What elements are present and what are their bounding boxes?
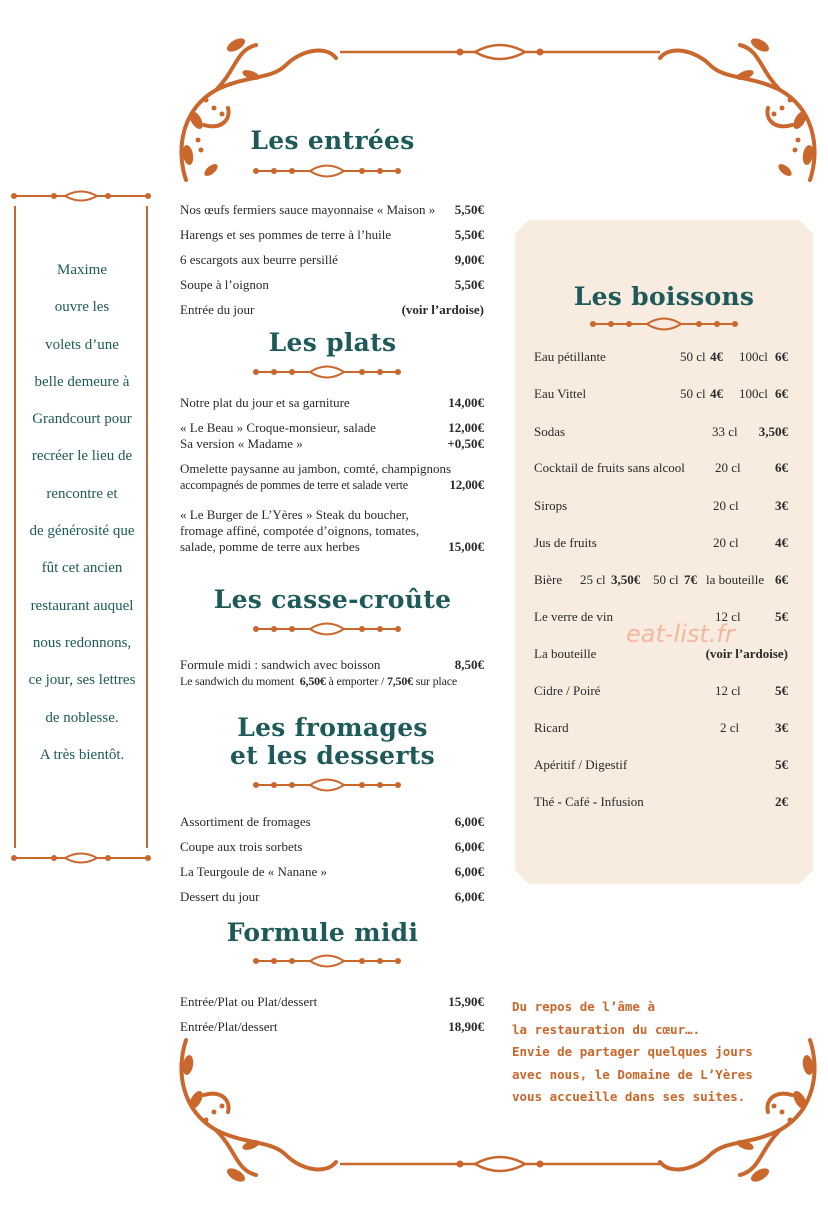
fromages-list	[180, 805, 484, 905]
drink-price: 3,50€	[758, 424, 788, 439]
item-name: accompagnés de pommes de terre et salade verte	[180, 478, 409, 492]
item-price: 14,00€	[448, 395, 484, 410]
drink-volume: 25 cl	[580, 572, 606, 587]
drink-name: Cocktail de fruits sans alcool	[534, 460, 685, 475]
drink-price: 3,50€	[611, 572, 641, 587]
drink-item	[534, 424, 788, 440]
story-line: restaurant auquel	[30, 597, 134, 614]
story-line: recréer le lieu de	[31, 448, 133, 465]
menu-item	[180, 507, 484, 523]
item-price: 5,50€	[454, 227, 484, 242]
footer-line: avec nous, le Domaine de L’Yères	[512, 1066, 753, 1082]
story-line: ce jour, ses lettres	[28, 672, 136, 689]
drink-volume: 20 cl	[713, 498, 739, 513]
menu-item-detail	[180, 477, 484, 493]
fromages-title-line: et les desserts	[229, 741, 436, 770]
drink-volume: 12 cl	[715, 683, 741, 698]
drink-price: 5€	[775, 683, 788, 698]
drink-name-part: Infusion	[600, 794, 644, 809]
drink-name: Cidre / Poiré	[534, 683, 601, 698]
drink-name-part: Café	[565, 794, 590, 809]
drink-volume: 50 cl	[680, 386, 706, 401]
item-name: Harengs et ses pommes de terre à l’huile	[180, 227, 392, 242]
plats-list	[180, 395, 484, 555]
footer-message	[512, 996, 782, 1109]
drink-name-part: Thé	[534, 794, 555, 809]
drink-price: 2€	[775, 794, 788, 809]
drink-price: 7€	[684, 572, 697, 587]
story-text	[16, 252, 148, 774]
drink-price: 3€	[775, 498, 788, 513]
item-name: « Le Beau » Croque-monsieur, salade	[180, 420, 376, 435]
drink-item	[534, 794, 788, 810]
story-line: fût cet ancien	[41, 560, 123, 577]
entrees-title: Les entrées	[250, 126, 415, 155]
item-name: Nos œufs fermiers sauce mayonnaise « Maison »	[180, 202, 436, 217]
drink-name: Le verre de vin	[534, 609, 614, 624]
item-name: Coupe aux trois sorbets	[180, 839, 303, 854]
drink-name: La bouteille	[534, 646, 597, 661]
drink-volume: 20 cl	[713, 535, 739, 550]
menu-item	[180, 651, 484, 673]
story-line: A très bientôt.	[39, 746, 125, 763]
menu-item	[180, 830, 484, 855]
item-price: 8,50€	[454, 657, 484, 672]
menu-item	[180, 243, 484, 268]
bottom-center-flourish	[340, 1150, 660, 1178]
drink-volume: 20 cl	[715, 460, 741, 475]
drink-name	[534, 794, 644, 810]
item-price: 18,90€	[448, 1019, 484, 1034]
menu-item	[180, 218, 484, 243]
item-price: 6,00€	[454, 864, 484, 879]
item-price: 7,50€	[386, 674, 413, 688]
item-price: 15,90€	[448, 994, 484, 1009]
entrees-list	[180, 193, 484, 318]
menu-item	[180, 420, 484, 436]
item-price: 6,00€	[454, 889, 484, 904]
corner-ornament-bottom-left	[176, 1025, 351, 1190]
menu-item	[180, 268, 484, 293]
drink-item	[534, 498, 788, 514]
drink-volume: 50 cl	[680, 349, 706, 364]
menu-item-detail	[180, 523, 484, 539]
story-line: belle demeure à	[34, 373, 130, 390]
story-line: nous redonnons,	[32, 634, 132, 651]
story-line: volets d’une	[45, 336, 119, 353]
drink-price: (voir l’ardoise)	[705, 646, 788, 661]
drink-item	[534, 572, 788, 588]
drink-price: 5€	[775, 609, 788, 624]
item-price: 6,00€	[454, 839, 484, 854]
footer-line: Envie de partager quelques jours	[512, 1044, 753, 1059]
drink-separator: -	[592, 794, 598, 809]
story-panel-top-flourish	[10, 186, 152, 206]
story-line: rencontre et	[46, 485, 118, 502]
corner-ornament-top-right	[650, 30, 820, 195]
takeaway-label: à emporter /	[328, 674, 385, 688]
casse-croute-title: Les casse-croûte	[213, 585, 452, 614]
drink-item	[534, 535, 788, 551]
menu-item	[180, 293, 484, 318]
drink-item	[534, 460, 788, 476]
item-name: Le sandwich du moment	[180, 674, 295, 688]
item-name: Assortiment de fromages	[180, 814, 311, 829]
drink-volume: 100cl	[739, 386, 768, 401]
entrees-divider	[252, 160, 402, 187]
drink-name: Sirops	[534, 498, 568, 513]
drink-price: 4€	[775, 535, 788, 550]
fromages-title-line: Les fromages	[237, 713, 428, 742]
drink-price: 6€	[775, 349, 788, 364]
menu-item-variant	[180, 436, 484, 452]
fromages-divider	[252, 774, 402, 801]
drink-price: 6€	[775, 386, 788, 401]
boissons-title: Les boissons	[573, 282, 755, 311]
menu-item	[180, 673, 484, 689]
drink-volume: 33 cl	[712, 424, 738, 439]
drink-item	[534, 720, 788, 736]
item-name: Entrée/Plat/dessert	[180, 1019, 278, 1034]
drink-item	[534, 757, 788, 773]
formule-midi-title: Formule midi	[226, 918, 419, 947]
on-site-label: sur place	[415, 674, 457, 688]
drink-item	[534, 349, 788, 365]
story-line: de générosité que	[29, 523, 135, 540]
drink-name: Eau Vittel	[534, 386, 587, 401]
menu-item	[180, 1010, 484, 1035]
drink-price: 6€	[775, 460, 788, 475]
menu-item	[180, 805, 484, 830]
footer-line: la restauration du cœur….	[512, 1021, 701, 1037]
item-name: Dessert du jour	[180, 889, 260, 904]
story-line: ouvre les	[54, 299, 110, 316]
footer-line: vous accueille dans ses suites.	[512, 1089, 746, 1104]
item-price: 12,00€	[448, 420, 484, 435]
drink-volume: 100cl	[739, 349, 768, 364]
story-panel-bottom-flourish	[10, 848, 152, 868]
menu-item	[180, 395, 484, 411]
formule-midi-list	[180, 985, 484, 1035]
item-name: fromage affiné, compotée d’oignons, tomates,	[180, 523, 420, 538]
item-name: « Le Burger de L’Yères » Steak du boucher,	[180, 507, 409, 522]
fromages-title	[180, 714, 485, 770]
drink-name: Bière	[534, 572, 563, 587]
item-name: Entrée/Plat ou Plat/dessert	[180, 994, 318, 1009]
drink-item	[534, 646, 788, 662]
drink-name: Apéritif / Digestif	[534, 757, 628, 772]
casse-croute-list	[180, 651, 484, 689]
drink-item	[534, 683, 788, 699]
item-name: 6 escargots aux beurre persillé	[180, 252, 338, 267]
item-price: (voir l’ardoise)	[401, 302, 484, 317]
formule-midi-divider	[252, 950, 402, 977]
drink-price: 4€	[710, 349, 723, 364]
story-line: Maxime	[57, 262, 107, 278]
drink-name: Jus de fruits	[534, 535, 597, 550]
item-name: Omelette paysanne au jambon, comté, champignons	[180, 461, 452, 476]
menu-item-detail	[180, 539, 484, 555]
item-price: 9,00€	[454, 252, 484, 267]
menu-item	[180, 880, 484, 905]
item-price: +0,50€	[447, 436, 484, 451]
watermark: eat-list.fr	[626, 620, 735, 648]
item-name: Sa version « Madame »	[180, 436, 303, 451]
story-line: Grandcourt pour	[32, 411, 132, 428]
drink-price: 4€	[710, 386, 723, 401]
boissons-divider	[589, 313, 739, 340]
footer-line: Du repos de l’âme à	[512, 999, 655, 1014]
drink-item	[534, 386, 788, 402]
story-line: de noblesse.	[45, 709, 119, 726]
item-name: Entrée du jour	[180, 302, 255, 317]
plats-title: Les plats	[268, 328, 397, 357]
drink-price: 6€	[775, 572, 788, 587]
menu-item	[180, 985, 484, 1010]
top-center-flourish	[340, 38, 660, 66]
menu-item	[180, 855, 484, 880]
item-name: Formule midi : sandwich avec boisson	[180, 657, 381, 672]
drink-price: 5€	[775, 757, 788, 772]
drink-name: Sodas	[534, 424, 566, 439]
drink-separator: -	[557, 794, 562, 809]
drink-volume: 2 cl	[720, 720, 740, 735]
drink-price: 3€	[775, 720, 788, 735]
item-price: 5,50€	[454, 202, 484, 217]
item-name: La Teurgoule de « Nanane »	[180, 864, 327, 879]
drink-name: Ricard	[534, 720, 569, 735]
item-name: Soupe à l’oignon	[180, 277, 269, 292]
drink-volume: 12 cl	[715, 609, 741, 624]
drink-volume: la bouteille	[706, 572, 765, 587]
item-price: 5,50€	[454, 277, 484, 292]
menu-item	[180, 193, 484, 218]
casse-croute-divider	[252, 618, 402, 645]
plats-divider	[252, 361, 402, 388]
item-name: salade, pomme de terre aux herbes	[180, 539, 360, 554]
item-price: 12,00€	[449, 477, 484, 492]
item-price: 6,00€	[454, 814, 484, 829]
drink-volume: 50 cl	[653, 572, 679, 587]
drink-name: Eau pétillante	[534, 349, 606, 364]
item-name: Notre plat du jour et sa garniture	[180, 395, 350, 410]
menu-item	[180, 461, 484, 477]
item-price: 15,00€	[448, 539, 484, 554]
item-price: 6,50€	[299, 674, 326, 688]
